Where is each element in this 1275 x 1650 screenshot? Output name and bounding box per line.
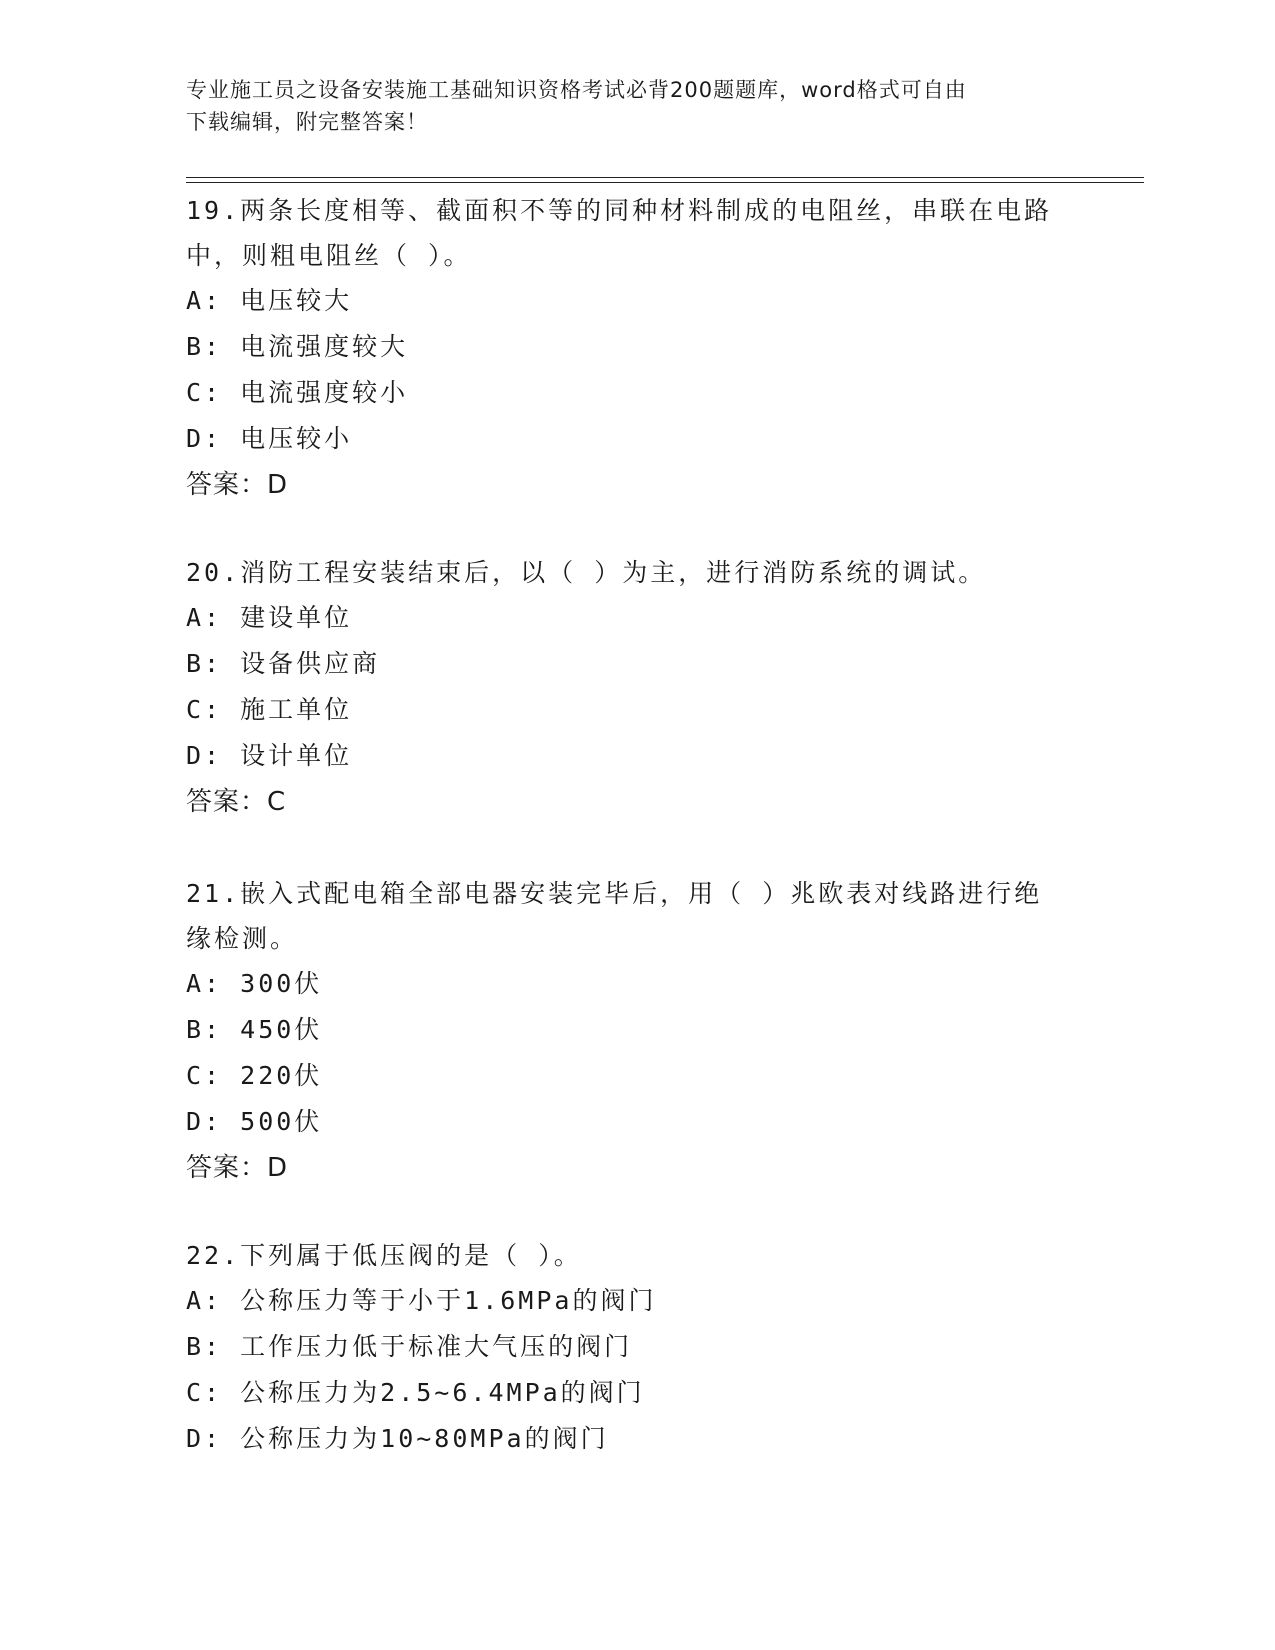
- option-b: B: 设备供应商: [186, 649, 381, 678]
- option-a: A: 公称压力等于小于1.6MPa的阀门: [186, 1286, 657, 1315]
- option-b: B: 450伏: [186, 1015, 323, 1044]
- option-b: B: 工作压力低于标准大气压的阀门: [186, 1332, 633, 1361]
- option-d: D: 设计单位: [186, 741, 353, 770]
- answer: 答案：D: [186, 470, 289, 500]
- question-stem: 21.嵌入式配电箱全部电器安装完毕后，用（ ）兆欧表对线路进行绝: [186, 879, 1043, 908]
- question-19: [186, 188, 1066, 508]
- question-stem-continued: 缘检测。: [186, 924, 299, 953]
- header-line-1: 专业施工员之设备安装施工基础知识资格考试必背200题题库，word格式可自由: [186, 78, 967, 102]
- option-c: C: 施工单位: [186, 695, 353, 724]
- question-22: [186, 1233, 1066, 1462]
- question-20: [186, 550, 1066, 825]
- header-line-2: 下载编辑，附完整答案！: [186, 110, 428, 134]
- question-stem-continued: 中，则粗电阻丝（ ）。: [186, 241, 472, 270]
- header-divider-bottom: [186, 182, 1144, 183]
- header-divider-top: [186, 177, 1144, 178]
- question-stem: 20.消防工程安装结束后，以（ ）为主，进行消防系统的调试。: [186, 558, 987, 587]
- document-header: [186, 74, 1066, 138]
- option-d: D: 电压较小: [186, 424, 353, 453]
- question-stem: 19.两条长度相等、截面积不等的同种材料制成的电阻丝，串联在电路: [186, 196, 1053, 225]
- option-c: C: 电流强度较小: [186, 378, 409, 407]
- option-a: A: 电压较大: [186, 286, 353, 315]
- option-d: D: 公称压力为10~80MPa的阀门: [186, 1424, 609, 1453]
- option-a: A: 300伏: [186, 969, 323, 998]
- option-c: C: 公称压力为2.5~6.4MPa的阀门: [186, 1378, 645, 1407]
- question-stem: 22.下列属于低压阀的是（ ）。: [186, 1241, 582, 1270]
- option-d: D: 500伏: [186, 1107, 323, 1136]
- question-21: [186, 871, 1066, 1191]
- option-c: C: 220伏: [186, 1061, 323, 1090]
- answer: 答案：D: [186, 1153, 289, 1183]
- option-b: B: 电流强度较大: [186, 332, 409, 361]
- answer: 答案：C: [186, 787, 287, 817]
- option-a: A: 建设单位: [186, 603, 353, 632]
